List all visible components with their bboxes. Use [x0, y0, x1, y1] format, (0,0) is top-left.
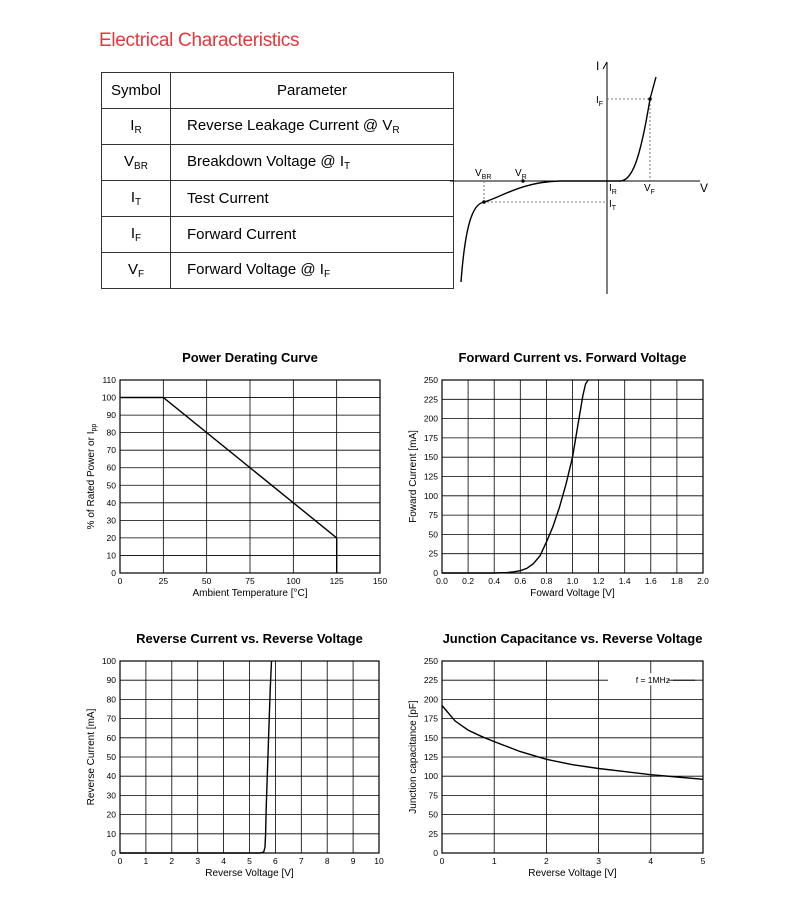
y-tick-label: 75: [428, 510, 438, 521]
parameter-subscript: F: [323, 269, 331, 280]
x-tick-label: 2.0: [697, 576, 709, 586]
series-line: [442, 706, 703, 780]
x-tick-label: 50: [201, 576, 212, 586]
x-tick-label: 125: [329, 576, 344, 586]
annotation-text: f = 1MHz: [635, 675, 670, 686]
x-tick-label: 2: [544, 856, 549, 866]
y-tick-label: 40: [106, 497, 116, 508]
x-tick-label: 9: [350, 856, 356, 866]
y-tick-label: 125: [423, 471, 438, 482]
x-tick-label: 1: [143, 856, 149, 866]
y-tick-label: 40: [106, 771, 116, 782]
x-tick-label: 0.0: [436, 576, 448, 586]
grid: [442, 380, 703, 573]
x-axis-label: Ambient Temperature [°C]: [192, 588, 308, 599]
y-tick-label: 25: [428, 828, 438, 839]
forward-current-chart: [400, 345, 720, 605]
x-tick-label: 8: [324, 856, 330, 866]
x-tick-label: 7: [298, 856, 304, 866]
x-tick-label: 6: [273, 856, 278, 866]
parameter-subscript: T: [344, 161, 351, 172]
x-tick-label: 3: [195, 856, 201, 866]
y-tick-label: 100: [101, 392, 116, 403]
symbol-text: V: [127, 261, 138, 278]
x-tick-label: 1.8: [670, 576, 683, 586]
x-tick-label: 1.4: [618, 576, 631, 586]
x-tick-label: 0: [439, 856, 445, 866]
label-vf: $V_F$: [644, 183, 655, 196]
y-tick-label: 200: [423, 413, 438, 424]
y-tick-label: 175: [423, 432, 438, 443]
label-ir: $I_R$: [609, 183, 617, 196]
chart-title: Reverse Current vs. Reverse Voltage: [136, 631, 363, 646]
x-axis-label: Foward Voltage [V]: [530, 588, 615, 599]
x-tick-label: 75: [245, 576, 255, 586]
x-tick-label: 3: [596, 856, 601, 866]
chart-title: Junction Capacitance vs. Reverse Voltage: [442, 631, 703, 646]
y-tick-label: 70: [106, 713, 116, 724]
symbol-subscript: BR: [134, 161, 148, 172]
x-tick-label: 5: [700, 856, 706, 866]
y-tick-label: 20: [106, 532, 116, 543]
y-tick-label: 50: [428, 809, 438, 820]
parameter-subscript: R: [392, 125, 400, 136]
reverse-current-chart: [80, 628, 400, 888]
x-tick-label: 0.2: [462, 576, 475, 586]
y-tick-label: 225: [423, 394, 438, 405]
chart-title: Forward Current vs. Forward Voltage: [458, 350, 687, 365]
y-tick-label: 80: [106, 427, 116, 438]
parameter-text: Reverse Leakage Current @ V: [187, 117, 393, 134]
x-tick-label: 10: [374, 856, 384, 866]
it-guide: [484, 181, 607, 202]
symbol-text: V: [124, 153, 135, 170]
parameter-text: Test Current: [187, 190, 269, 207]
iv-point-0: [648, 97, 652, 101]
y-tick-label: 100: [423, 490, 438, 501]
y-tick-label: 20: [106, 809, 116, 820]
x-tick-label: 0.4: [488, 576, 501, 586]
symbol-text: I: [130, 117, 135, 134]
x-tick-label: 0.8: [540, 576, 553, 586]
x-tick-label: 150: [372, 576, 388, 586]
y-tick-label: 250: [423, 656, 438, 666]
label-it: $I_T$: [609, 199, 617, 212]
y-tick-label: 150: [423, 732, 438, 743]
i-axis-arrow: [603, 62, 607, 69]
y-tick-label: 200: [423, 694, 438, 705]
grid: [120, 380, 380, 573]
y-tick-label: 50: [106, 480, 116, 491]
symbol-subscript: F: [135, 233, 142, 244]
x-tick-label: 0: [117, 576, 123, 586]
y-tick-label: 125: [423, 752, 438, 762]
symbol-subscript: R: [134, 125, 142, 136]
column-header-symbol: Symbol: [102, 73, 171, 109]
label-vr: $V_R$: [515, 168, 527, 181]
x-tick-label: 100: [286, 576, 301, 586]
y-tick-label: 10: [106, 828, 116, 839]
y-tick-label: 250: [423, 375, 438, 385]
iv-point-1: [482, 200, 486, 204]
y-tick-label: 60: [106, 732, 116, 743]
y-tick-label: 0: [111, 568, 116, 578]
y-tick-label: 80: [106, 694, 116, 705]
grid: [442, 661, 703, 853]
y-tick-label: 0: [433, 568, 438, 578]
section-title: Electrical Characteristics: [99, 30, 300, 51]
power-derating-chart: [80, 345, 388, 605]
parameter-text: Forward Voltage @ I: [187, 261, 324, 278]
parameter-text: Forward Current: [187, 226, 297, 243]
y-tick-label: 225: [423, 675, 438, 686]
junction-capacitance-chart: [400, 628, 720, 888]
y-tick-label: 150: [423, 452, 438, 463]
y-tick-label: 110: [102, 375, 116, 385]
y-axis-label: % of Rated Power or $I_{pp}$: [86, 423, 98, 530]
x-tick-label: 0.6: [514, 576, 527, 586]
label-vbr: $V_{BR}$: [475, 168, 492, 181]
y-tick-label: 175: [423, 713, 438, 724]
y-tick-label: 60: [106, 462, 116, 473]
y-tick-label: 75: [428, 790, 438, 801]
y-tick-label: 70: [106, 445, 116, 456]
y-axis-label: Reverse Current [mA]: [86, 708, 97, 806]
x-tick-label: 1: [491, 856, 497, 866]
y-tick-label: 100: [423, 771, 438, 782]
x-tick-label: 1.6: [644, 576, 657, 586]
label-if: $I_F$: [596, 95, 604, 108]
v-axis-label: V: [700, 181, 709, 195]
x-tick-label: 25: [158, 576, 169, 586]
y-tick-label: 90: [106, 675, 116, 686]
symbol-text: I: [130, 225, 136, 242]
x-axis-label: Reverse Voltage [V]: [205, 868, 294, 879]
y-tick-label: 50: [428, 529, 438, 540]
x-axis-label: Reverse Voltage [V]: [528, 868, 617, 879]
column-header-parameter: Parameter: [171, 73, 454, 109]
x-tick-label: 1.0: [566, 576, 579, 586]
y-tick-label: 0: [111, 848, 116, 858]
y-tick-label: 50: [106, 752, 116, 762]
if-guide: [607, 99, 650, 181]
x-tick-label: 4: [648, 856, 654, 866]
x-tick-label: 2: [169, 856, 175, 866]
y-tick-label: 100: [101, 656, 116, 666]
symbol-subscript: F: [137, 269, 145, 280]
y-tick-label: 90: [106, 410, 116, 421]
symbol-text: I: [130, 189, 136, 206]
x-tick-label: 5: [247, 856, 252, 866]
parameter-text: Breakdown Voltage @ I: [187, 153, 344, 170]
y-tick-label: 10: [106, 550, 116, 561]
y-tick-label: 0: [433, 848, 438, 858]
i-axis-label: I: [596, 59, 600, 73]
y-tick-label: 30: [106, 790, 116, 801]
symbol-subscript: T: [135, 197, 142, 208]
y-axis-label: Junction capacitance [pF]: [408, 700, 419, 814]
x-tick-label: 1.2: [592, 576, 605, 586]
x-tick-label: 4: [221, 856, 226, 866]
y-tick-label: 25: [428, 548, 438, 559]
chart-title: Power Derating Curve: [182, 350, 318, 365]
y-tick-label: 30: [106, 515, 116, 526]
y-axis-label: Foward Current [mA]: [408, 430, 419, 523]
x-tick-label: 0: [117, 856, 123, 866]
grid: [120, 661, 379, 853]
